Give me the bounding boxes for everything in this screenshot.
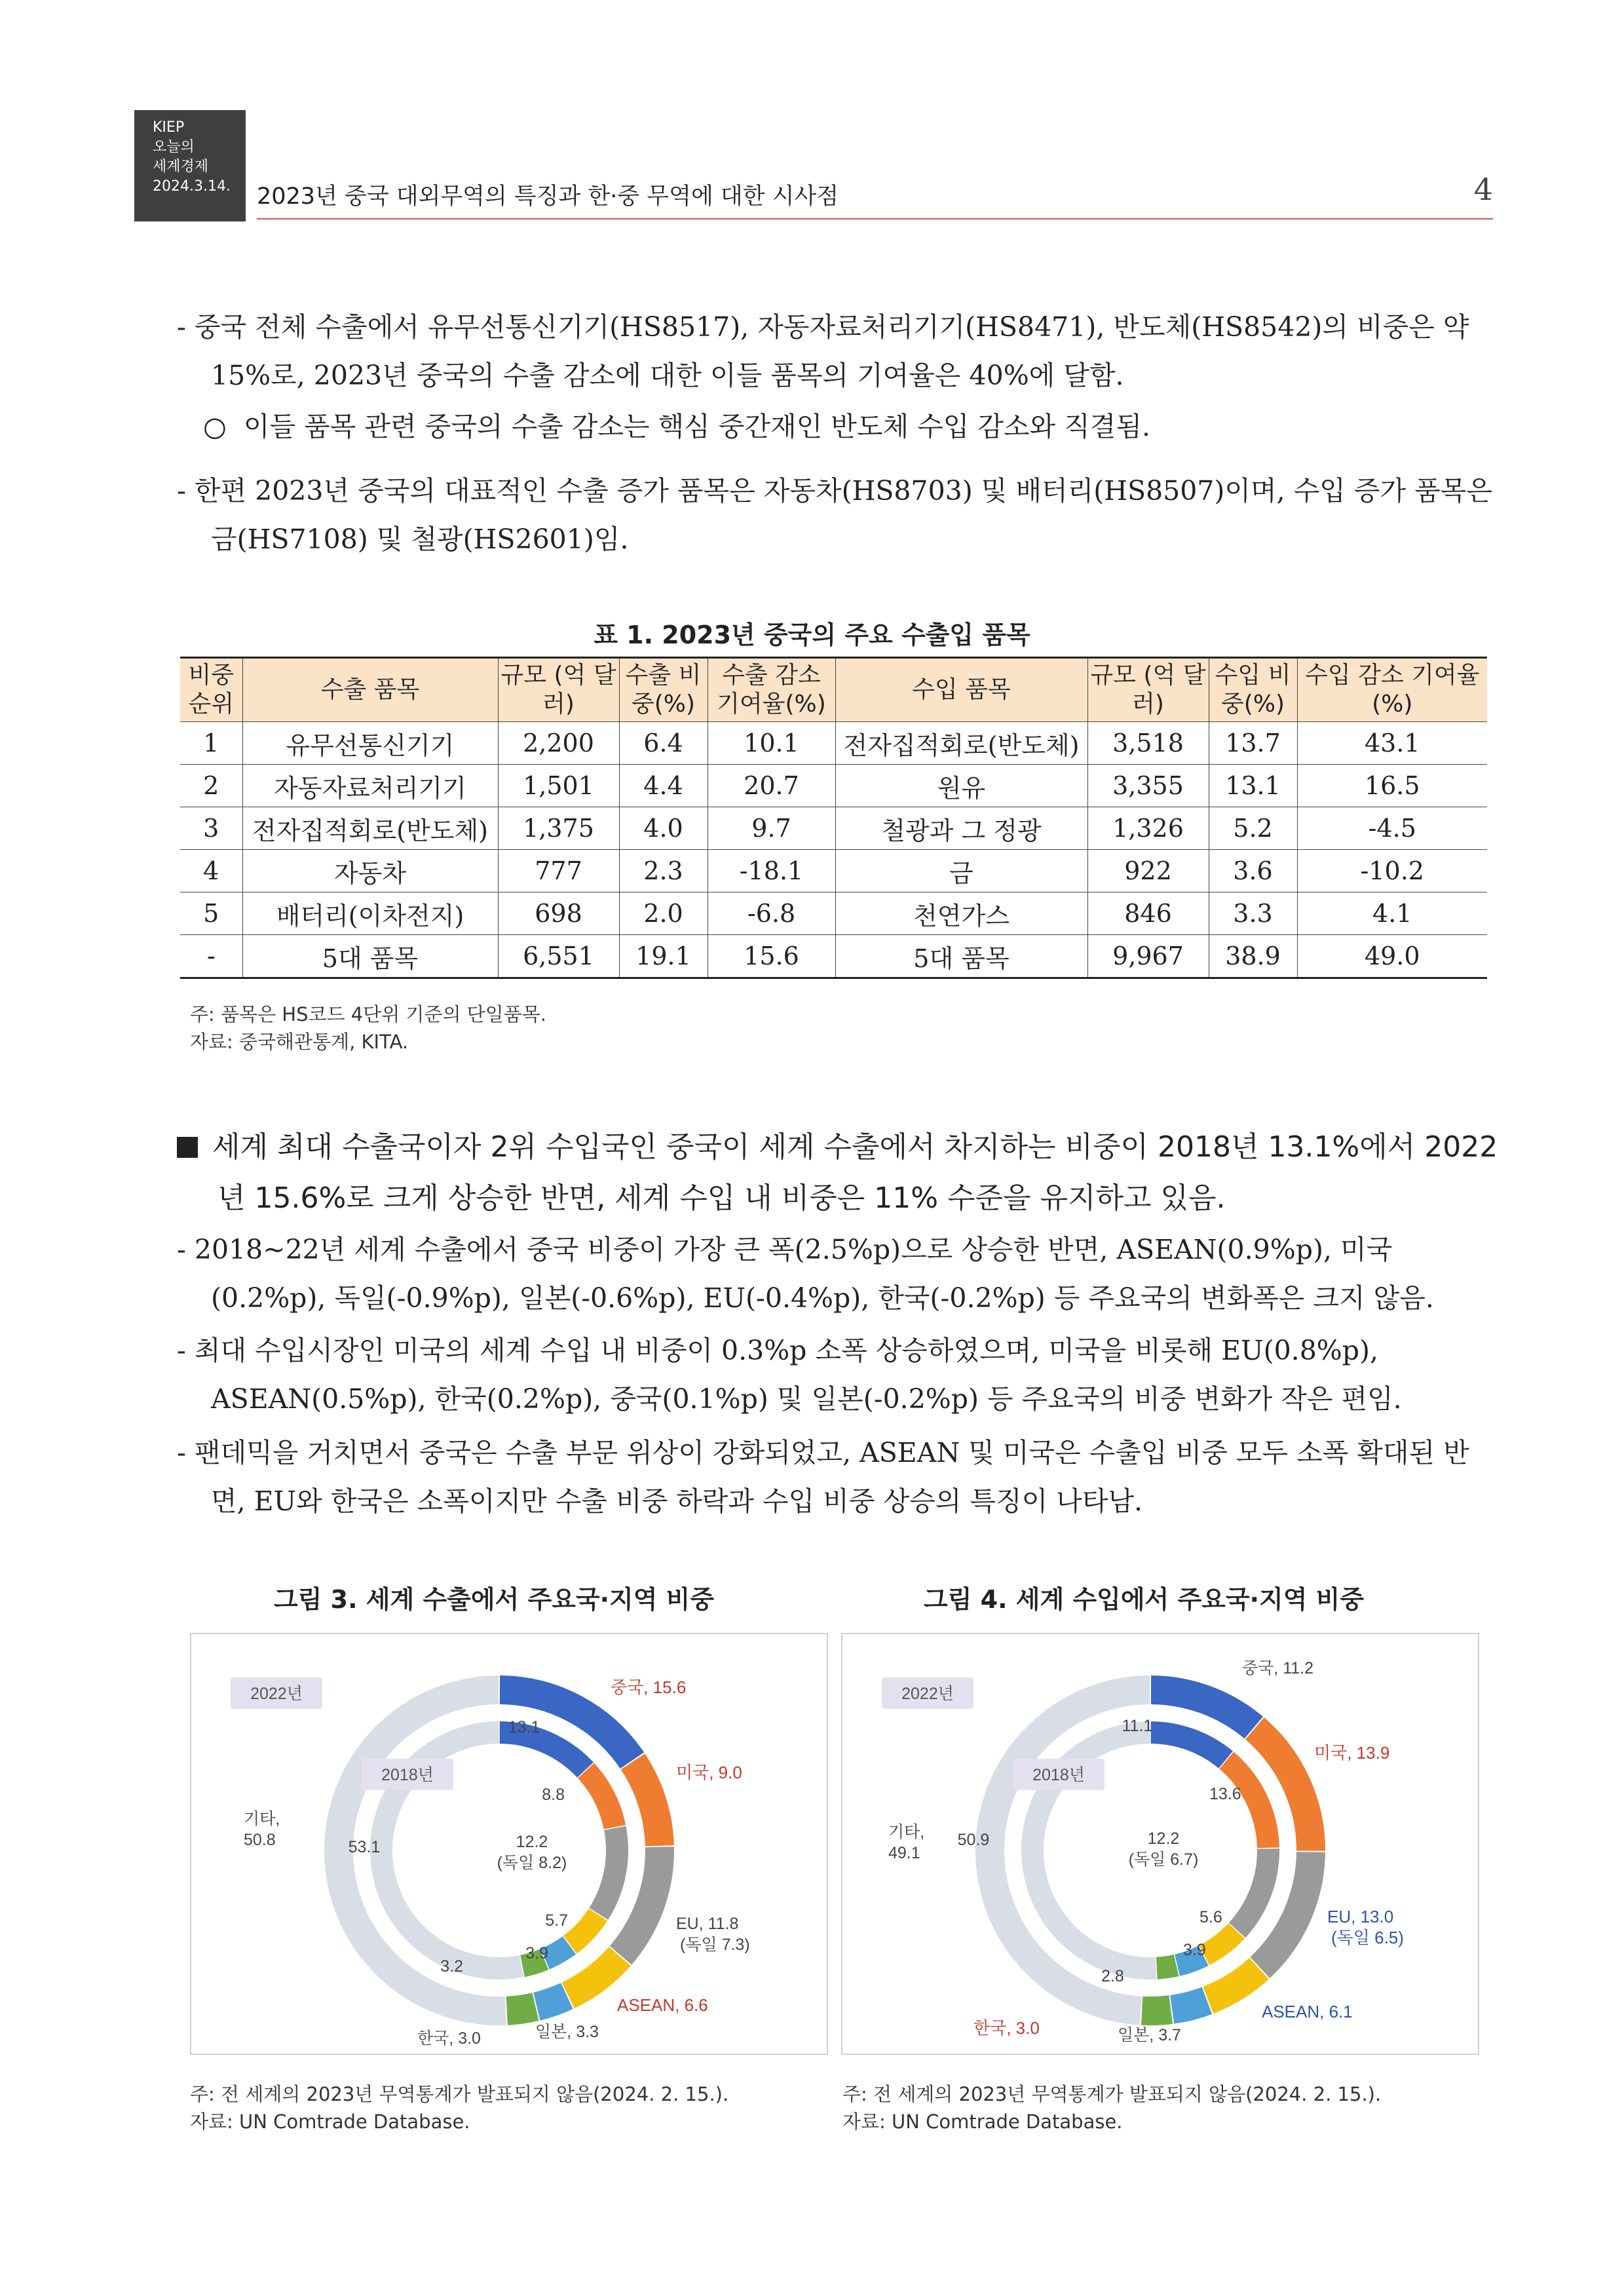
table-cell: 20.7 <box>708 765 835 807</box>
arc-2018-usa <box>1226 1760 1268 1847</box>
table-cell: -18.1 <box>708 850 835 892</box>
table-cell: 4.0 <box>619 807 708 850</box>
table-cell: 16.5 <box>1297 765 1487 807</box>
label-2022-china: 중국, 11.2 <box>1242 1659 1313 1677</box>
table-cell: 5 <box>180 892 242 935</box>
section-bullet-3 <box>177 1428 1500 1525</box>
figure4-source: 자료: UN Comtrade Database. <box>842 2111 1123 2133</box>
value-2022-others: 50.8 <box>244 1831 276 1849</box>
series-line1: 오늘의 <box>153 139 195 155</box>
table-cell: 5.2 <box>1209 807 1297 850</box>
table-cell: 2.3 <box>619 850 708 892</box>
figure3-note: 주: 전 세계의 2023년 무역통계가 발표되지 않음(2024. 2. 15.). <box>190 2083 729 2105</box>
table-cell: 19.1 <box>619 935 708 978</box>
year-badge-2022 <box>882 1677 973 1709</box>
section-heading-text: 세계 최대 수출국이자 2위 수입국인 중국이 세계 수출에서 차지하는 비중이 2018년 13.1%에서 2022년 15.6%로 크게 상승한 반면, 세계 수입 내 비중은 11% 수준을 유지하고 있음. <box>212 1130 1498 1215</box>
arc-2018-korea <box>1157 1966 1177 1968</box>
table-cell: 49.0 <box>1297 935 1487 978</box>
label-2018-japan: 3.9 <box>1183 1941 1206 1959</box>
label-2022-others: 기타, <box>244 1810 280 1828</box>
arc-2022-korea <box>1142 2010 1171 2011</box>
table-cell: 15.6 <box>708 935 835 978</box>
arc-2022-asean <box>1208 1968 1259 2000</box>
arc-2022-usa <box>633 1761 660 1845</box>
year-label-2022: 2022년 <box>250 1685 303 1703</box>
label-2018-usa: 8.8 <box>542 1786 565 1804</box>
table-cell: 13.7 <box>1209 722 1297 765</box>
table-cell: 846 <box>1087 892 1209 935</box>
label-2022-asean: ASEAN, 6.6 <box>617 1995 708 2015</box>
col-rank: 비중 순위 <box>180 658 242 722</box>
issue-date: 2024.3.14. <box>153 178 231 195</box>
table-cell: 6.4 <box>619 722 708 765</box>
table-cell: 철광과 그 정광 <box>835 807 1087 850</box>
label-2018-korea: 3.2 <box>440 1957 463 1976</box>
table-cell: 자동자료처리기기 <box>242 765 498 807</box>
sublabel-2018-eu: (독일 6.7) <box>1128 1850 1199 1869</box>
col-export-size: 규모 (억 달러) <box>498 658 619 722</box>
intro-paragraph-1 <box>177 303 1500 400</box>
figure3-box <box>190 1633 828 2055</box>
label-2022-korea: 한국, 3.0 <box>417 2029 481 2048</box>
arc-2018-asean <box>570 1915 598 1945</box>
figure4-donut-chart <box>842 1634 1478 2054</box>
section-bullet-1 <box>177 1225 1500 1322</box>
table-cell: 원유 <box>835 765 1087 807</box>
figure4-note: 주: 전 세계의 2023년 무역통계가 발표되지 않음(2024. 2. 15.). <box>842 2083 1382 2105</box>
label-2018-china: 11.1 <box>1122 1717 1153 1735</box>
table-cell: 13.1 <box>1209 765 1297 807</box>
table-cell: 1,326 <box>1087 807 1209 850</box>
label-2022-japan: 일본, 3.3 <box>535 2023 599 2041</box>
label-2018-china: 13.1 <box>508 1718 540 1736</box>
table-cell: 3 <box>180 807 242 850</box>
arc-2018-china <box>1151 1732 1226 1760</box>
table-cell: 10.1 <box>708 722 835 765</box>
table-cell: 전자집적회로(반도체) <box>835 722 1087 765</box>
table-cell: 금 <box>835 850 1087 892</box>
table-cell: 9,967 <box>1087 935 1209 978</box>
value-2022-others: 49.1 <box>888 1844 920 1862</box>
table-cell: 4.1 <box>1297 892 1487 935</box>
col-export-item: 수출 품목 <box>242 658 498 722</box>
org-label: KIEP <box>153 119 185 136</box>
series-badge <box>134 110 246 221</box>
section-bullet-3-text: - 팬데믹을 거치면서 중국은 수출 부문 위상이 강화되었고, ASEAN 및 미국은 수출입 비중 모두 소폭 확대된 반면, EU와 한국은 소폭이지만 수출 비중 하락과 수입 비중 상승의 특징이 나타남. <box>177 1437 1469 1517</box>
figure4-box <box>841 1633 1479 2055</box>
table-cell: 5대 품목 <box>242 935 498 978</box>
arc-2018-usa <box>586 1770 614 1827</box>
col-export-contrib: 수출 감소 기여율(%) <box>708 658 835 722</box>
table-cell: 2 <box>180 765 242 807</box>
table-cell: - <box>180 935 242 978</box>
section-heading <box>177 1122 1500 1224</box>
label-2018-korea: 2.8 <box>1101 1967 1124 1985</box>
table-cell: -6.8 <box>708 892 835 935</box>
table-note: 주: 품목은 HS코드 4단위 기준의 단일품목. <box>190 1003 546 1025</box>
intro-text-1: - 중국 전체 수출에서 유무선통신기기(HS8517), 자동자료처리기기(HS8471), 반도체(HS8542)의 비중은 약 15%로, 2023년 중국의 수출 감소에 대한 이들 품목의 기여율은 40%에 달함. <box>177 311 1469 391</box>
intro-text-3: - 한편 2023년 중국의 대표적인 수출 증가 품목은 자동차(HS8703) 및 배터리(HS8507)이며, 수입 증가 품목은 금(HS7108) 및 철광(HS2601)임. <box>177 475 1492 555</box>
year-badge-2018 <box>1013 1759 1105 1790</box>
table-cell: 3,355 <box>1087 765 1209 807</box>
series-line2: 세계경제 <box>153 159 209 175</box>
table-row <box>180 935 1487 978</box>
intro-paragraph-3 <box>177 467 1500 564</box>
table-cell: 6,551 <box>498 935 619 978</box>
table-cell: 2.0 <box>619 892 708 935</box>
arc-2018-china <box>500 1732 586 1770</box>
table-cell: 3,518 <box>1087 722 1209 765</box>
table-cell: -10.2 <box>1297 850 1487 892</box>
label-2018-japan: 3.9 <box>525 1944 548 1962</box>
table-cell: 천연가스 <box>835 892 1087 935</box>
label-2018-asean: 5.6 <box>1199 1908 1222 1926</box>
table-cell: 777 <box>498 850 619 892</box>
table-cell: 3.6 <box>1209 850 1297 892</box>
label-2022-japan: 일본, 3.7 <box>1118 2026 1181 2044</box>
table-cell: 4 <box>180 850 242 892</box>
label-2018-others: 53.1 <box>348 1838 381 1856</box>
year-badge-2022 <box>231 1677 322 1709</box>
table-source: 자료: 중국해관통계, KITA. <box>190 1031 409 1053</box>
table-row <box>180 807 1487 850</box>
figure3-title: 그림 3. 세계 수출에서 주요국·지역 비중 <box>274 1585 715 1614</box>
arc-2022-japan <box>1172 2000 1207 2009</box>
table-cell: 5대 품목 <box>835 935 1087 978</box>
arc-2022-korea <box>507 2007 536 2011</box>
square-bullet-icon <box>177 1137 198 1158</box>
table-cell: 유무선통신기기 <box>242 722 498 765</box>
header-rule <box>257 218 1493 220</box>
header-title: 2023년 중국 대외무역의 특징과 한·중 무역에 대한 시사점 <box>257 183 839 210</box>
col-import-size: 규모 (억 달러) <box>1087 658 1209 722</box>
label-2018-eu: 12.2 <box>516 1833 548 1851</box>
figure3-donut-chart <box>191 1634 827 2054</box>
label-2022-eu: EU, 13.0 <box>1327 1907 1394 1926</box>
table-row <box>180 722 1487 765</box>
table-header-row <box>180 658 1487 722</box>
arc-2018-eu <box>1237 1848 1268 1930</box>
table-cell: 2,200 <box>498 722 619 765</box>
label-2018-eu: 12.2 <box>1147 1829 1180 1848</box>
figure4-title: 그림 4. 세계 수입에서 주요국·지역 비중 <box>924 1585 1365 1614</box>
arc-2018-japan <box>545 1945 569 1959</box>
table-cell: 배터리(이차전지) <box>242 892 498 935</box>
table-cell: 자동차 <box>242 850 498 892</box>
table-cell: -4.5 <box>1297 807 1487 850</box>
arc-2022-asean <box>568 1957 620 1996</box>
year-badge-2018 <box>362 1759 453 1790</box>
table-row <box>180 850 1487 892</box>
year-label-2018: 2018년 <box>1032 1766 1085 1784</box>
label-2022-usa: 미국, 13.9 <box>1314 1743 1390 1763</box>
table-cell: 43.1 <box>1297 722 1487 765</box>
section-bullet-2 <box>177 1326 1500 1423</box>
arc-2022-japan <box>537 1996 567 2006</box>
label-2022-others: 기타, <box>888 1823 925 1841</box>
year-label-2022: 2022년 <box>901 1685 954 1703</box>
table-cell: 1 <box>180 722 242 765</box>
table-cell: 9.7 <box>708 807 835 850</box>
page-number: 4 <box>1473 172 1493 207</box>
label-2022-usa: 미국, 9.0 <box>676 1763 742 1782</box>
arc-2018-eu <box>599 1828 617 1914</box>
label-2018-asean: 5.7 <box>545 1911 568 1930</box>
intro-bullet <box>203 405 1150 444</box>
label-2018-usa: 13.6 <box>1209 1785 1241 1803</box>
table-cell: 922 <box>1087 850 1209 892</box>
table-cell: 4.4 <box>619 765 708 807</box>
arc-2018-asean <box>1204 1931 1236 1955</box>
col-import-contrib: 수입 감소 기여율(%) <box>1297 658 1487 722</box>
col-import-share: 수입 비중(%) <box>1209 658 1297 722</box>
table-cell: 3.3 <box>1209 892 1297 935</box>
label-2022-asean: ASEAN, 6.1 <box>1262 2002 1353 2021</box>
trade-items-table <box>180 657 1487 979</box>
intro-text-2: 이들 품목 관련 중국의 수출 감소는 핵심 중간재인 반도체 수입 감소와 직결됨. <box>243 411 1151 442</box>
table-cell: 38.9 <box>1209 935 1297 978</box>
figure3-source: 자료: UN Comtrade Database. <box>190 2111 470 2133</box>
label-2022-eu: EU, 11.8 <box>676 1915 739 1933</box>
label-2018-others: 50.9 <box>957 1831 990 1849</box>
section-bullet-2-text: - 최대 수입시장인 미국의 세계 수입 내 비중이 0.3%p 소폭 상승하였으며, 미국을 비롯해 EU(0.8%p), ASEAN(0.5%p), 한국(0.2%p), 중국(0.1%p) 및 일본(-0.2%p) 등 주요국의 비중 변화가 작은 편임. <box>177 1335 1402 1415</box>
section-bullet-1-text: - 2018~22년 세계 수출에서 중국 비중이 가장 큰 폭(2.5%p)으로 상승한 반면, ASEAN(0.9%p), 미국(0.2%p), 독일(-0.9%p), 일본(-0.6%p), EU(-0.4%p), 한국(-0.2%p) 등 주요국의 변화폭은 크지 않음. <box>177 1234 1434 1314</box>
table-row <box>180 892 1487 935</box>
sublabel-2018-eu: (독일 8.2) <box>497 1854 567 1872</box>
label-2022-china: 중국, 15.6 <box>611 1677 687 1697</box>
col-import-item: 수입 품목 <box>835 658 1087 722</box>
label-2022-korea: 한국, 3.0 <box>973 2018 1040 2038</box>
table-cell: 1,375 <box>498 807 619 850</box>
sublabel-2022-eu: (독일 6.5) <box>1331 1928 1404 1947</box>
bullet-mark: ○ <box>203 411 227 442</box>
table-cell: 698 <box>498 892 619 935</box>
year-label-2018: 2018년 <box>381 1766 434 1784</box>
table-row <box>180 765 1487 807</box>
arc-2022-china <box>1151 1690 1254 1728</box>
sublabel-2022-eu: (독일 7.3) <box>680 1936 750 1954</box>
table-title: 표 1. 2023년 중국의 주요 수출입 품목 <box>594 621 1030 649</box>
table-cell: 1,501 <box>498 765 619 807</box>
table-cell: 전자집적회로(반도체) <box>242 807 498 850</box>
col-export-share: 수출 비중(%) <box>619 658 708 722</box>
